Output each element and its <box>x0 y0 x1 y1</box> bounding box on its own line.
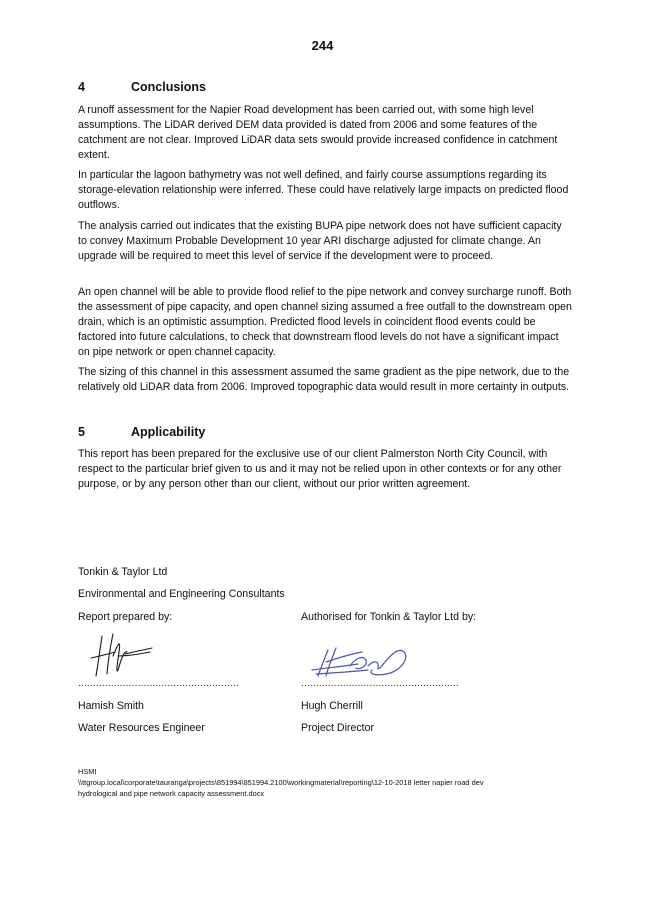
section-number: 4 <box>78 80 85 94</box>
signature-line-authoriser: ..................................................... <box>301 678 459 689</box>
section-heading-applicability <box>78 425 205 439</box>
prepared-by-label: Report prepared by: <box>78 611 173 623</box>
paragraph: The sizing of this channel in this assessment assumed the same gradient as the pipe network, due to the relatively old LiDAR data from 2006. Improved topographic data would result in more certainty in outputs. <box>78 366 570 393</box>
preparer-name: Hamish Smith <box>78 700 144 712</box>
paragraph: In particular the lagoon bathymetry was not well defined, and fairly course assumptions regarding its storage-elevation relationship were inferred. These could have relatively large impacts on predicted flood outflows. <box>78 169 569 211</box>
authoriser-name: Hugh Cherrill <box>301 700 363 712</box>
section-title: Applicability <box>131 425 206 439</box>
signature-preparer <box>88 630 158 682</box>
paragraph: An open channel will be able to provide flood relief to the pipe network and convey surcharge runoff. Both the assessment of pipe capacity, and open channel sizing assumed a free outfall to the downstream open drain, which is an optimistic assumption. Predicted flood levels in coincident flood events could be factored into future calculations, to check that downstream flood levels do not have a significant impact on pipe network or open channel capacity. <box>78 286 572 358</box>
signature-authoriser <box>306 640 410 680</box>
section-heading-conclusions <box>78 80 206 94</box>
company-name: Tonkin & Taylor Ltd <box>78 566 168 578</box>
authorised-by-label: Authorised for Tonkin & Taylor Ltd by: <box>301 611 477 623</box>
preparer-title: Water Resources Engineer <box>78 722 205 734</box>
signature-line-preparer: ...................................................... <box>78 678 239 689</box>
author-initials: HSMI <box>78 767 97 776</box>
document-footer <box>78 766 598 799</box>
page-number: 244 <box>311 38 334 53</box>
authoriser-title: Project Director <box>301 722 374 734</box>
section-title: Conclusions <box>131 80 207 94</box>
paragraph: This report has been prepared for the exclusive use of our client Palmerston North City Council, with respect to the particular brief given to us and it may not be relied upon in other contexts or for any other purpose, or by any person other than our client, without our prior written agreement. <box>78 448 562 490</box>
section-number: 5 <box>78 425 85 439</box>
company-description: Environmental and Engineering Consultants <box>78 588 285 600</box>
file-path: \\ttgroup.local\corporate\tauranga\projects\851994\851994.2100\workingmaterial\reporting\12-10-2018 letter napier road dev <box>78 778 484 787</box>
paragraph: The analysis carried out indicates that the existing BUPA pipe network does not have sufficient capacity to convey Maximum Probable Development 10 year ARI discharge adjusted for climate change. An upgrade will be required to meet this level of service if the development were to proceed. <box>78 220 562 262</box>
paragraph: A runoff assessment for the Napier Road development has been carried out, with some high level assumptions. The LiDAR derived DEM data provided is dated from 2006 and some features of the catchment are not clear. Improved LiDAR data sets swould provide increased confidence in catchment extent. <box>78 104 558 161</box>
file-path-continued: hydrological and pipe network capacity assessment.docx <box>78 789 265 798</box>
